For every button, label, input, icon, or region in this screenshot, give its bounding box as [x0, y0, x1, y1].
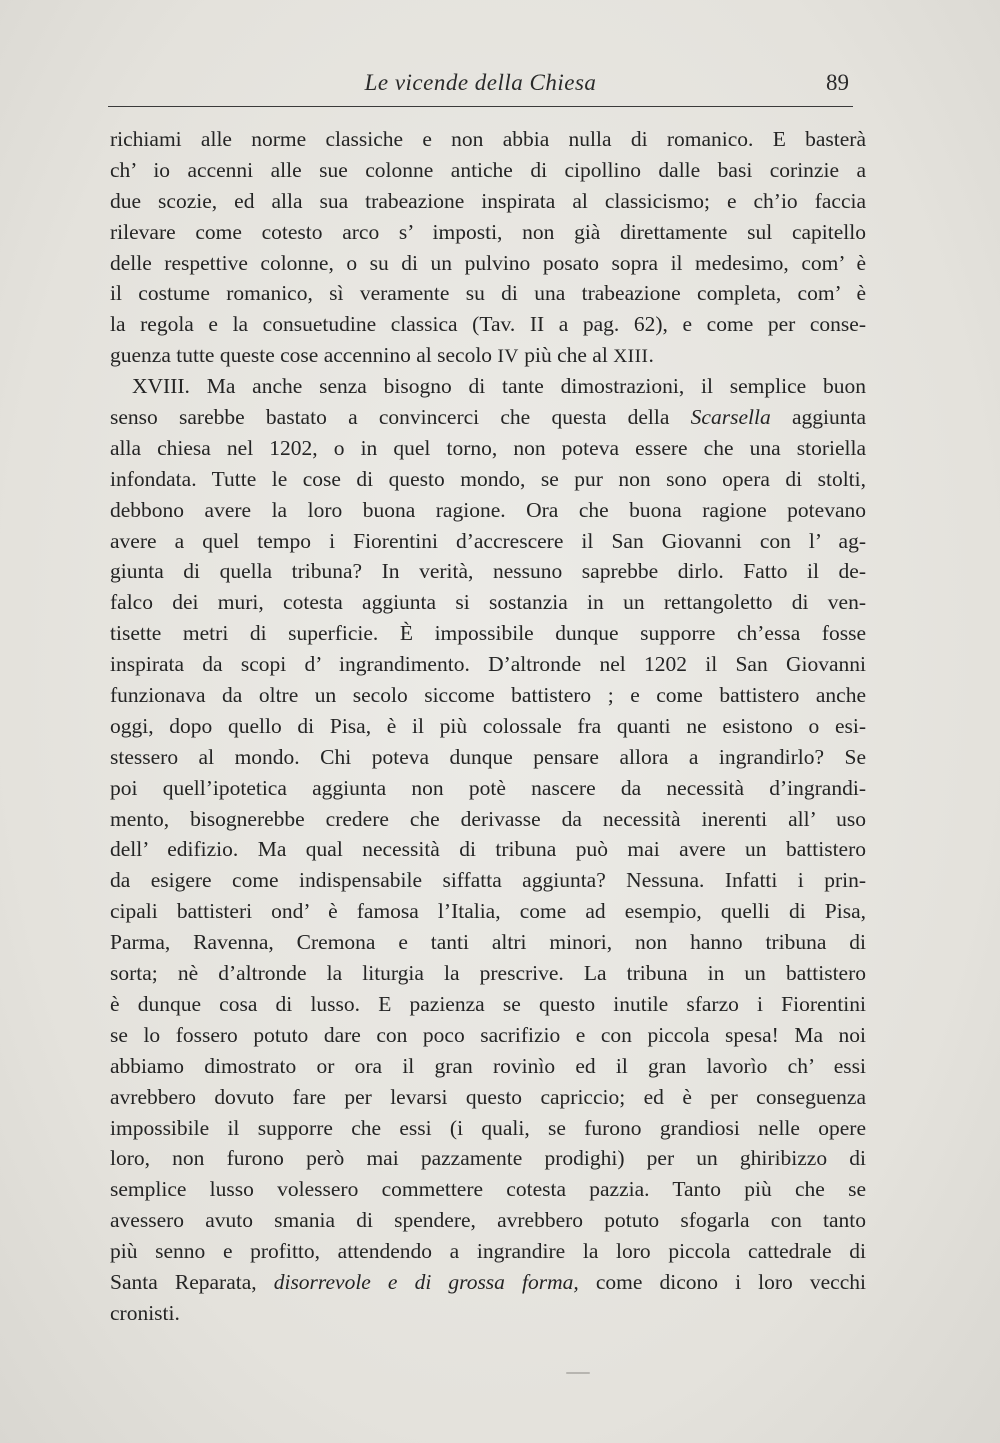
text-line: debbono avere la loro buona ragione. Ora che buona ragione potevano — [110, 497, 866, 522]
text-line: senso sarebbe bastato a convincerci che questa della Scarsella aggiunta — [110, 405, 866, 430]
text-line: impossibile il supporre che essi (i quali, se furono grandiosi nelle opere — [110, 1115, 866, 1140]
section-number: XVIII. Ma anche senza bisogno di tante dimostrazioni, il semplice buon — [132, 374, 866, 399]
text-line: delle respettive colonne, o su di un pulvino posato sopra il medesimo, com’ è — [110, 250, 866, 275]
text-line: dell’ edifizio. Ma qual necessità di tribuna può mai avere un battistero — [110, 837, 866, 862]
text-line: inspirata da scopi d’ ingrandimento. D’altronde nel 1202 il San Giovanni — [110, 652, 866, 677]
roman-numeral: XIII — [613, 346, 649, 368]
page-number: 89 — [826, 70, 849, 95]
text-line: giunta di quella tribuna? In verità, nessuno saprebbe dirlo. Fatto il de- — [110, 559, 866, 584]
text-line: Santa Reparata, disorrevole e di grossa forma, come dicono i loro vecchi — [110, 1269, 866, 1294]
text-line: alla chiesa nel 1202, o in quel torno, non poteva essere che una storiella — [110, 435, 866, 460]
text-line: tisette metri di superficie. È impossibile dunque supporre ch’essa fosse — [110, 621, 866, 646]
text-line: due scozie, ed alla sua trabeazione inspirata al classicismo; e ch’io faccia — [110, 188, 866, 213]
text-line: richiami alle norme classiche e non abbia nulla di romanico. E basterà — [110, 127, 866, 151]
page-header — [108, 66, 853, 102]
text-line: avere a quel tempo i Fiorentini d’accrescere il San Giovanni con l’ ag- — [110, 528, 866, 553]
text-line: stessero al mondo. Chi poteva dunque pensare allora a ingrandirlo? Se — [110, 744, 866, 769]
text-line: avrebbero dovuto fare per levarsi questo capriccio; ed è per conseguenza — [110, 1084, 866, 1109]
text-line: ch’ io accenni alle sue colonne antiche di cipollino dalle basi corinzie a — [110, 157, 866, 182]
text-line: semplice lusso volessero commettere cotesta pazzia. Tanto più che se — [110, 1177, 866, 1202]
text-line: funzionava da oltre un secolo siccome battistero ; e come battistero anche — [110, 683, 866, 708]
text-line: avessero avuto smania di spendere, avrebbero potuto sfogarla con tanto — [110, 1208, 866, 1233]
text-line: è dunque cosa di lusso. E pazienza se questo inutile sfarzo i Fiorentini — [110, 991, 866, 1016]
text-line: se lo fossero potuto dare con poco sacrifizio e con piccola spesa! Ma noi — [110, 1022, 866, 1047]
italic-term: Scarsella — [690, 405, 771, 430]
text-line: cipali battisteri ond’ è famosa l’Italia, come ad esempio, quelli di Pisa, — [110, 899, 866, 924]
text-line: rilevare come cotesto arco s’ imposti, non già direttamente sul capitello — [110, 219, 866, 244]
text-line: loro, non furono però mai pazzamente prodighi) per un ghiribizzo di — [110, 1146, 866, 1171]
text-line — [110, 371, 866, 402]
running-title: Le vicende della Chiesa — [364, 70, 597, 95]
roman-numeral: IV — [497, 346, 519, 368]
italic-quote: disorrevole e di grossa forma, — [273, 1269, 579, 1294]
text-line: Parma, Ravenna, Cremona e tanti altri minori, non hanno tribuna di — [110, 930, 866, 955]
header-rule — [108, 106, 853, 107]
text-line: oggi, dopo quello di Pisa, è il più colossale fra quanti ne esistono o esi- — [110, 713, 866, 738]
text-line: sorta; nè d’altronde la liturgia la prescrive. La tribuna in un battistero — [110, 961, 866, 986]
body-text — [110, 124, 866, 1329]
print-mark — [566, 1372, 590, 1374]
text-line: abbiamo dimostrato or ora il gran rovinìo ed il gran lavorìo ch’ essi — [110, 1053, 866, 1078]
text-line: poi quell’ipotetica aggiunta non potè nascere da necessità d’ingrandi- — [110, 775, 866, 800]
text-line: falco dei muri, cotesta aggiunta si sostanzia in un rettangoletto di ven- — [110, 590, 866, 615]
text-line: cronisti. — [110, 1300, 180, 1325]
text-line: il costume romanico, sì veramente su di una trabeazione completa, com’ è — [110, 281, 866, 306]
text-line: più senno e profitto, attendendo a ingrandire la loro piccola cattedrale di — [110, 1239, 866, 1264]
text-line: infondata. Tutte le cose di questo mondo, se pur non sono opera di stolti, — [110, 466, 866, 491]
text-line: mento, bisognerebbe credere che derivasse da necessità inerenti all’ uso — [110, 806, 866, 831]
text-line: da esigere come indispensabile siffatta aggiunta? Nessuna. Infatti i prin- — [110, 868, 866, 893]
text-line: la regola e la consuetudine classica (Tav. II a pag. 62), e come per conse- — [110, 312, 866, 337]
text-line: guenza tutte queste cose accennino al secolo IV più che al XIII. — [110, 343, 654, 368]
